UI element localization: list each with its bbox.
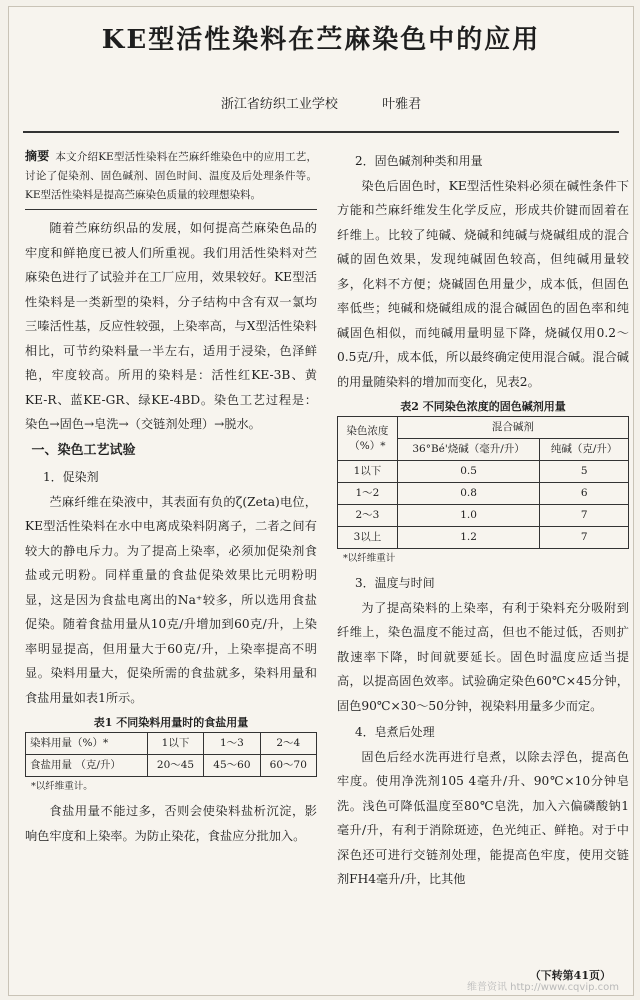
table-cell: 7 [540, 527, 629, 549]
intro-paragraph: 随着苎麻纺织品的发展，如何提高苎麻染色品的牢度和鲜艳度已被人们所重视。我们用活性染料对苎麻染色进行了试验并在工厂应用，效果较好。KE型活性染料是一类新型的染料，分子结构中含有双一氯均三嗪活性基，反应性较强，上染率高，与X型活性染料相比，可节约染料量一半左右，适用于浸染，色泽鲜艳，牢度较高。所用的染料是：活性红KE-3B、黄KE-R、蓝KE-GR、绿KE-4BD。染色工艺过程是：染色→固色→皂洗→（交链剂处理）→脱水。 [25, 221, 317, 431]
table1-note: *以纤维重计。 [31, 781, 93, 792]
table2-note: *以纤维重计 [343, 553, 396, 564]
table-cell: 3以上 [338, 527, 398, 549]
abstract [25, 147, 317, 210]
left-column [25, 147, 317, 848]
table-row [338, 483, 629, 505]
table2-caption: 表2 不同染色浓度的固色碱剂用量 [400, 400, 566, 413]
abstract-label: 摘要 [25, 149, 50, 163]
table-cell: 0.8 [397, 483, 540, 505]
table-row [338, 505, 629, 527]
right-column [337, 147, 629, 892]
table-cell: 食盐用量 （克/升） [26, 755, 148, 777]
table-cell: 1～3 [204, 733, 260, 755]
subheading-temperature: 3．温度与时间 [355, 576, 435, 590]
table-cell: 20～45 [147, 755, 203, 777]
article-title: KE型活性染料在苎麻染色中的应用 [101, 25, 541, 55]
affiliation: 浙江省纺织工业学校 [220, 97, 338, 112]
table-cell: 1.0 [397, 505, 540, 527]
table-cell: 7 [540, 505, 629, 527]
table-cell: 60～70 [260, 755, 316, 777]
header-unit: （%）* [349, 439, 386, 452]
paragraph-alkali: 染色后固色时，KE型活性染料必须在碱性条件下方能和苎麻纤维发生化学反应，形成共价键而固着在纤维上。比较了纯碱、烧碱和纯碱与烧碱组成的混合碱的固色效果，发现纯碱固色较高，但纯碱用量较多，化料不方便；烧碱固色用量少，成本低，但固色率低些；纯碱和烧碱组成的混合碱固色的固色率和纯碱固色相似，而纯碱用量明显下降，烧碱仅用0.2～0.5克/升，成本低，所以最终确定使用混合碱。混合碱的用量随染料的增加而变化，见表2。 [337, 178, 629, 389]
table-cell: 2～4 [260, 733, 316, 755]
paragraph-salt: 食盐用量不能过多，否则会使染料盐析沉淀，影响色牢度和上染率。为防止染花，食盐应分批加入。 [25, 804, 317, 843]
table-cell: 5 [540, 461, 629, 483]
paragraph-soaping: 固色后经水洗再进行皂煮，以除去浮色，提高色牢度。使用净洗剂105 4毫升/升、90℃×10分钟皂洗。浅色可降低温度至80℃皂洗，加入六偏磷酸钠1毫升/升，有利于消除斑迹，色光纯正、鲜艳。对于中深色还可进行交链剂处理，能提高色牢度，使用交链剂FH4毫升/升，比其他 [337, 749, 629, 886]
header-text: 染色浓度 [346, 424, 389, 437]
abstract-text: 本文介绍KE型活性染料在苎麻纤维染色中的应用工艺，讨论了促染剂、固色碱剂、固色时间、温度及后处理条件等。KE型活性染料是提高苎麻染色质量的较理想染料。 [25, 151, 317, 201]
subheading-soaping: 4．皂煮后处理 [355, 725, 435, 739]
table-cell: 1以下 [338, 461, 398, 483]
continued-note: （下转第41页） [529, 969, 611, 982]
table-header-mixed-alkali: 混合碱剂 [397, 417, 628, 439]
table-cell: 0.5 [397, 461, 540, 483]
table-header-naoh: 36°Bé'烧碱（毫升/升） [397, 439, 540, 461]
table2 [337, 416, 629, 549]
table-cell: 1以下 [147, 733, 203, 755]
table1 [25, 732, 317, 777]
paragraph-temperature: 为了提高染料的上染率，有利于染料充分吸附到纤维上，染色温度不能过高，但也不能过低，否则扩散速率下降，时间就要延长。固色时温度应适当提高，以提高固色效率。试验确定染色60℃×45分钟，固色90℃×30～50分钟，视染料用量多少而定。 [337, 600, 629, 713]
subheading-alkali: 2．固色碱剂种类和用量 [355, 154, 483, 168]
section-heading: 一、染色工艺试验 [31, 442, 136, 458]
paragraph-accelerant: 苎麻纤维在染液中，其表面有负的ζ(Zeta)电位，KE型活性染料在水中电离成染料阴离子，二者之间有较大的静电斥力。为了提高上染率，必须加促染剂食盐或元明粉。同样重量的食盐促染效果比元明粉明显，这是因为食盐电离出的Na⁺较多，所以选用食盐促染。随着食盐用量从10克/升增加到60克/升，上染率明显提高，但用量大于60克/升，上染率提高不明显。染料用量大，促染所需的食盐就多，染料用量和食盐用量如表1所示。 [25, 494, 317, 705]
subheading-accelerant: 1．促染剂 [43, 470, 99, 484]
byline [9, 93, 633, 112]
table-cell: 45～60 [204, 755, 260, 777]
table-header-soda: 纯碱（克/升） [540, 439, 629, 461]
table-cell: 2～3 [338, 505, 398, 527]
header-rule [23, 131, 619, 133]
page [8, 6, 634, 996]
author: 叶雅君 [382, 97, 422, 112]
table-header-concentration [338, 417, 398, 461]
table-cell: 1～2 [338, 483, 398, 505]
table-row [338, 527, 629, 549]
table1-caption: 表1 不同染料用量时的食盐用量 [93, 716, 249, 729]
table-cell: 1.2 [397, 527, 540, 549]
watermark: 维普资讯 http://www.cqvip.com [466, 982, 619, 993]
table-row [26, 755, 317, 777]
table-row [338, 461, 629, 483]
table-cell: 染料用量（%）* [26, 733, 148, 755]
table-row [338, 417, 629, 439]
table-row [26, 733, 317, 755]
table-cell: 6 [540, 483, 629, 505]
